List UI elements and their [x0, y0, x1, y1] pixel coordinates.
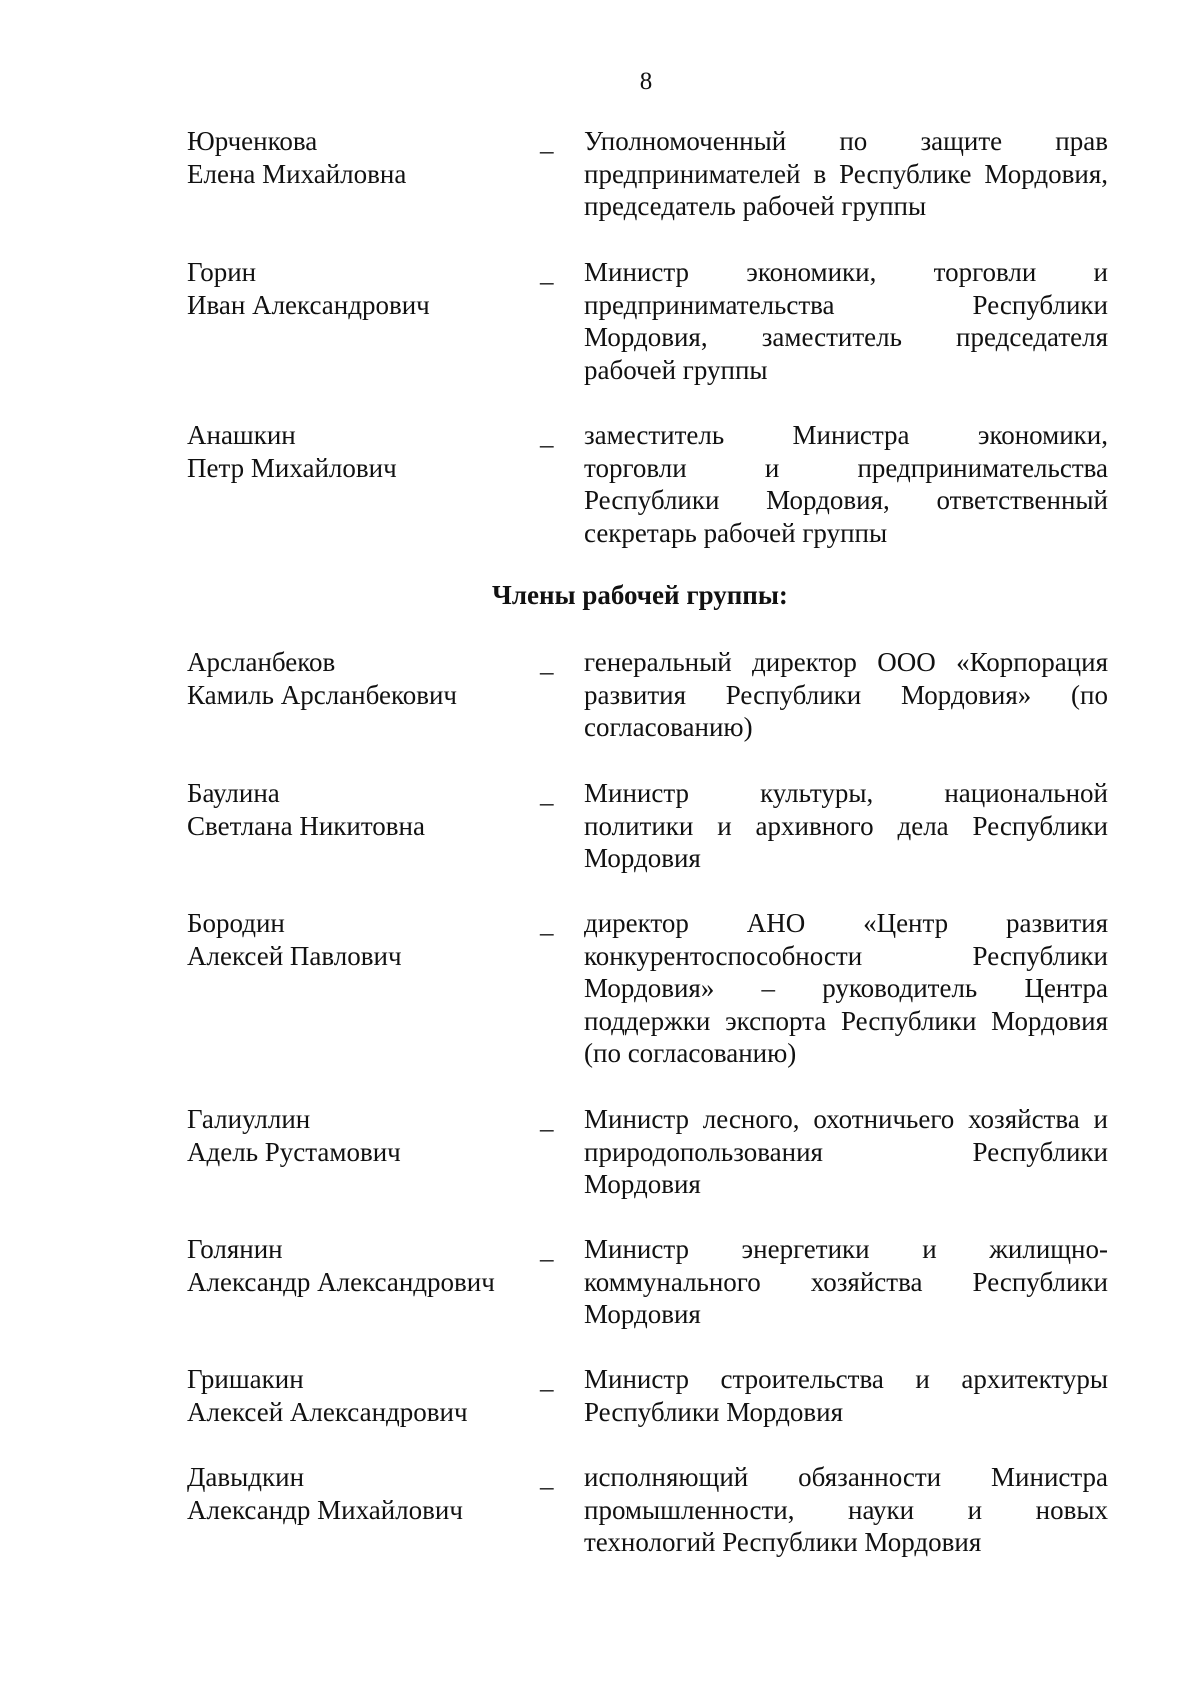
given-names: Елена Михайловна	[187, 158, 407, 189]
description-line: председатель рабочей группы	[584, 191, 927, 221]
description-line: заместитель Министра экономики,	[584, 420, 1108, 450]
description-line: Министр экономики, торговли и	[584, 257, 1108, 287]
dash-separator: _	[540, 778, 554, 808]
person-name	[187, 1233, 495, 1298]
description-line: торговли и предпринимательства	[584, 452, 1108, 483]
given-names: Светлана Никитовна	[187, 810, 425, 841]
description-line: развития Республики Мордовия» (по	[584, 679, 1108, 710]
surname: Арсланбеков	[187, 647, 336, 677]
given-names: Александр Александрович	[187, 1266, 495, 1297]
description-line: директор АНО «Центр развития	[584, 908, 1108, 938]
description-line: предпринимательства Республики	[584, 289, 1108, 320]
given-names: Алексей Александрович	[187, 1396, 468, 1427]
description-line: конкурентоспособности Республики	[584, 940, 1108, 971]
position-description	[584, 777, 1108, 875]
position-description	[584, 1233, 1108, 1331]
person-name	[187, 907, 402, 972]
surname: Галиуллин	[187, 1104, 311, 1134]
position-description	[584, 256, 1108, 386]
description-line: Министр энергетики и жилищно-	[584, 1234, 1108, 1264]
given-names: Петр Михайлович	[187, 452, 397, 483]
description-line: Мордовия	[584, 1169, 701, 1199]
description-line: Мордовия	[584, 1299, 701, 1329]
person-name	[187, 125, 406, 190]
description-line: Уполномоченный по защите прав	[584, 126, 1108, 156]
surname: Юрченкова	[187, 126, 318, 156]
description-line: поддержки экспорта Республики Мордовия	[584, 1005, 1108, 1036]
surname: Горин	[187, 257, 257, 287]
dash-separator: _	[540, 420, 554, 450]
description-line: (по согласованию)	[584, 1038, 797, 1068]
person-name	[187, 1103, 401, 1168]
given-names: Александр Михайлович	[187, 1494, 463, 1525]
dash-separator: _	[540, 647, 554, 677]
given-names: Иван Александрович	[187, 289, 430, 320]
surname: Баулина	[187, 778, 280, 808]
description-line: исполняющий обязанности Министра	[584, 1462, 1108, 1492]
description-line: согласованию)	[584, 712, 753, 742]
dash-separator: _	[540, 1364, 554, 1394]
position-description	[584, 1103, 1108, 1201]
position-description	[584, 646, 1108, 744]
description-line: секретарь рабочей группы	[584, 517, 888, 548]
description-line: Республики Мордовия	[584, 1396, 844, 1427]
position-description	[584, 1461, 1108, 1559]
description-line: Министр культуры, национальной	[584, 778, 1108, 808]
surname: Гришакин	[187, 1364, 304, 1394]
position-description	[584, 907, 1108, 1070]
given-names: Адель Рустамович	[187, 1136, 401, 1167]
surname: Голянин	[187, 1234, 283, 1264]
position-description	[584, 1363, 1108, 1428]
person-name	[187, 256, 430, 321]
dash-separator: _	[540, 1462, 554, 1492]
description-line: природопользования Республики	[584, 1136, 1108, 1167]
position-description	[584, 419, 1108, 549]
description-line: технологий Республики Мордовия	[584, 1527, 982, 1557]
dash-separator: _	[540, 126, 554, 156]
dash-separator: _	[540, 1104, 554, 1134]
description-line: рабочей группы	[584, 354, 768, 385]
members-heading: Члены рабочей группы:	[492, 580, 788, 610]
dash-separator: _	[540, 1234, 554, 1264]
description-line: генеральный директор ООО «Корпорация	[584, 647, 1108, 677]
surname: Бородин	[187, 908, 285, 938]
description-line: Мордовия	[584, 843, 701, 873]
person-name	[187, 1363, 468, 1428]
description-line: промышленности, науки и новых	[584, 1494, 1108, 1525]
description-line: Мордовия, заместитель председателя	[584, 322, 1108, 352]
description-line: коммунального хозяйства Республики	[584, 1266, 1108, 1297]
description-line: Мордовия» – руководитель Центра	[584, 973, 1108, 1003]
description-line: Республики Мордовия, ответственный	[584, 485, 1108, 515]
surname: Давыдкин	[187, 1462, 305, 1492]
description-line: Министр строительства и архитектуры	[584, 1364, 1108, 1394]
person-name	[187, 777, 425, 842]
person-name	[187, 646, 457, 711]
position-description	[584, 125, 1108, 223]
description-line: предпринимателей в Республике Мордовия,	[584, 158, 1108, 189]
dash-separator: _	[540, 257, 554, 287]
dash-separator: _	[540, 908, 554, 938]
person-name	[187, 419, 397, 484]
description-line: политики и архивного дела Республики	[584, 810, 1108, 841]
surname: Анашкин	[187, 420, 296, 450]
given-names: Алексей Павлович	[187, 940, 402, 971]
person-name	[187, 1461, 463, 1526]
given-names: Камиль Арсланбекович	[187, 679, 457, 710]
page-number: 8	[639, 68, 653, 95]
description-line: Министр лесного, охотничьего хозяйства и	[584, 1104, 1108, 1134]
